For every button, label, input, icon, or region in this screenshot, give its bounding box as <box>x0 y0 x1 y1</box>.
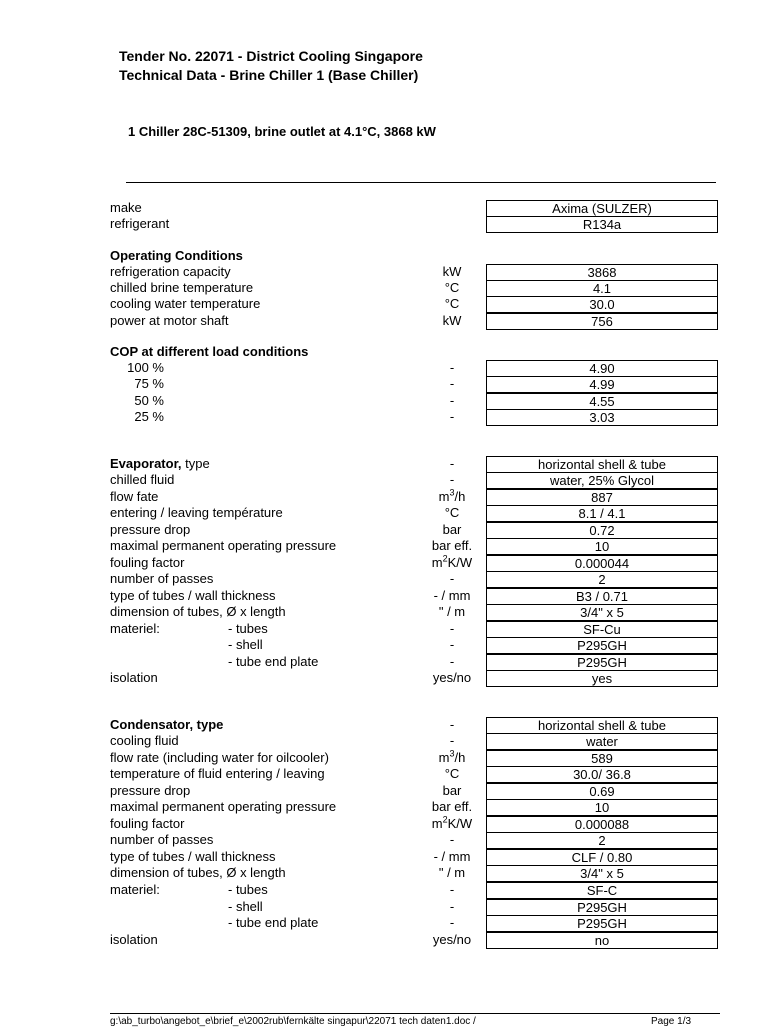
condensator-tubes-value: SF-C <box>486 882 718 899</box>
evaporator-tubetype-unit: - / mm <box>433 588 471 603</box>
evaporator-shell-label: - shell <box>228 637 263 652</box>
condensator-passes-unit: - <box>449 832 455 847</box>
unit-tail: K/W <box>447 816 473 831</box>
chiller-description: 1 Chiller 28C-51309, brine outlet at 4.1°C, 3868 kW <box>128 124 436 139</box>
condensator-flow-unit <box>412 750 492 766</box>
condensator-isolation-value: no <box>486 932 718 949</box>
operating-row-label: refrigeration capacity <box>110 264 231 279</box>
condensator-temp-label: temperature of fluid entering / leaving <box>110 766 325 781</box>
condensator-isolation-unit: yes/no <box>432 932 472 947</box>
operating-conditions-heading: Operating Conditions <box>110 248 243 263</box>
condensator-heading: Condensator, type <box>110 717 224 732</box>
evaporator-dim-value: 3/4" x 5 <box>486 604 718 621</box>
unit-exponent: 3 <box>449 748 455 759</box>
condensator-fouling-unit <box>412 816 492 832</box>
condensator-dim-value: 3/4" x 5 <box>486 865 718 882</box>
refrigerant-value: R134a <box>486 216 718 233</box>
evaporator-pdrop-label: pressure drop <box>110 522 191 537</box>
evaporator-heading <box>110 456 210 472</box>
condensator-temp-unit: °C <box>444 766 460 781</box>
unit-base: m <box>438 750 450 765</box>
refrigerant-label: refrigerant <box>110 216 170 231</box>
operating-row-label: chilled brine temperature <box>110 280 254 295</box>
evaporator-type-value: horizontal shell & tube <box>486 456 718 473</box>
evaporator-materiel-label: materiel: <box>110 621 160 636</box>
unit-tail: K/W <box>447 555 473 570</box>
evaporator-tubes-label: - tubes <box>228 621 268 636</box>
evaporator-pdrop-unit: bar <box>442 522 462 537</box>
evaporator-title: Evaporator, <box>110 456 182 471</box>
condensator-dim-label: dimension of tubes, Ø x length <box>110 865 286 880</box>
cop-load-label: 50 % <box>134 393 164 408</box>
condensator-passes-value: 2 <box>486 832 718 849</box>
evaporator-flow-value: 887 <box>486 489 718 506</box>
condensator-materiel-label: materiel: <box>110 882 160 897</box>
condensator-type-value: horizontal shell & tube <box>486 717 718 734</box>
operating-row-value: 3868 <box>486 264 718 281</box>
evaporator-isolation-value: yes <box>486 670 718 687</box>
cop-unit: - <box>449 409 455 424</box>
condensator-plate-unit: - <box>449 915 455 930</box>
operating-row-unit: kW <box>442 313 462 328</box>
evaporator-fluid-label: chilled fluid <box>110 472 175 487</box>
cop-load-label: 75 % <box>134 376 164 391</box>
footer-divider <box>110 1013 720 1014</box>
evaporator-plate-label: - tube end plate <box>228 654 319 669</box>
condensator-tubes-label: - tubes <box>228 882 268 897</box>
evaporator-temp-value: 8.1 / 4.1 <box>486 505 718 522</box>
evaporator-dim-unit: " / m <box>438 604 466 619</box>
evaporator-plate-value: P295GH <box>486 654 718 671</box>
operating-row-value: 756 <box>486 313 718 330</box>
condensator-fluid-label: cooling fluid <box>110 733 179 748</box>
cop-unit: - <box>449 393 455 408</box>
evaporator-fouling-value: 0.000044 <box>486 555 718 572</box>
condensator-flow-label: flow rate (including water for oilcooler) <box>110 750 329 765</box>
unit-tail: /h <box>454 750 466 765</box>
footer-file-path: g:\ab_turbo\angebot_e\brief_e\2002rub\fernkälte singapur\22071 tech daten1.doc / <box>110 1016 476 1027</box>
footer-page-number: Page 1/3 <box>651 1016 692 1027</box>
condensator-flow-value: 589 <box>486 750 718 767</box>
cop-value: 4.99 <box>486 376 718 393</box>
condensator-shell-value: P295GH <box>486 899 718 916</box>
cop-unit: - <box>449 360 455 375</box>
evaporator-dim-label: dimension of tubes, Ø x length <box>110 604 286 619</box>
evaporator-fouling-unit <box>412 555 492 571</box>
evaporator-tubes-value: SF-Cu <box>486 621 718 638</box>
condensator-plate-value: P295GH <box>486 915 718 932</box>
condensator-isolation-label: isolation <box>110 932 158 947</box>
condensator-passes-label: number of passes <box>110 832 214 847</box>
evaporator-maxp-value: 10 <box>486 538 718 555</box>
evaporator-passes-label: number of passes <box>110 571 214 586</box>
condensator-shell-label: - shell <box>228 899 263 914</box>
cop-unit: - <box>449 376 455 391</box>
cop-heading: COP at different load conditions <box>110 344 309 359</box>
condensator-tubetype-value: CLF / 0.80 <box>486 849 718 866</box>
condensator-type-unit: - <box>449 717 455 732</box>
evaporator-title-suffix: type <box>181 456 210 471</box>
operating-row-unit: °C <box>444 280 460 295</box>
make-label: make <box>110 200 142 215</box>
evaporator-isolation-unit: yes/no <box>432 670 472 685</box>
evaporator-shell-unit: - <box>449 637 455 652</box>
evaporator-passes-value: 2 <box>486 571 718 588</box>
condensator-plate-label: - tube end plate <box>228 915 319 930</box>
condensator-fouling-label: fouling factor <box>110 816 185 831</box>
evaporator-tubetype-value: B3 / 0.71 <box>486 588 718 605</box>
evaporator-isolation-label: isolation <box>110 670 158 685</box>
operating-row-label: cooling water temperature <box>110 296 261 311</box>
unit-exponent: 3 <box>449 487 455 498</box>
condensator-tubetype-label: type of tubes / wall thickness <box>110 849 276 864</box>
evaporator-passes-unit: - <box>449 571 455 586</box>
condensator-pdrop-label: pressure drop <box>110 783 191 798</box>
condensator-temp-value: 30.0/ 36.8 <box>486 766 718 783</box>
condensator-fluid-value: water <box>486 733 718 750</box>
unit-base: m <box>438 489 450 504</box>
evaporator-shell-value: P295GH <box>486 637 718 654</box>
evaporator-temp-label: entering / leaving température <box>110 505 283 520</box>
evaporator-maxp-label: maximal permanent operating pressure <box>110 538 337 553</box>
condensator-tubetype-unit: - / mm <box>433 849 471 864</box>
evaporator-flow-unit <box>412 489 492 505</box>
evaporator-temp-unit: °C <box>444 505 460 520</box>
document-title: Tender No. 22071 - District Cooling Singapore <box>119 48 423 64</box>
operating-row-label: power at motor shaft <box>110 313 229 328</box>
condensator-maxp-unit: bar eff. <box>431 799 473 814</box>
evaporator-type-unit: - <box>449 456 455 471</box>
evaporator-fouling-label: fouling factor <box>110 555 185 570</box>
unit-base: m <box>431 555 443 570</box>
cop-value: 4.90 <box>486 360 718 377</box>
operating-row-value: 30.0 <box>486 296 718 313</box>
condensator-dim-unit: " / m <box>438 865 466 880</box>
cop-load-label: 100 % <box>127 360 164 375</box>
operating-row-value: 4.1 <box>486 280 718 297</box>
unit-base: m <box>431 816 443 831</box>
evaporator-fluid-value: water, 25% Glycol <box>486 472 718 489</box>
make-value: Axima (SULZER) <box>486 200 718 217</box>
document-subtitle: Technical Data - Brine Chiller 1 (Base Chiller) <box>119 67 419 83</box>
condensator-maxp-label: maximal permanent operating pressure <box>110 799 337 814</box>
cop-value: 4.55 <box>486 393 718 410</box>
evaporator-pdrop-value: 0.72 <box>486 522 718 539</box>
evaporator-maxp-unit: bar eff. <box>431 538 473 553</box>
condensator-fouling-value: 0.000088 <box>486 816 718 833</box>
condensator-shell-unit: - <box>449 899 455 914</box>
header-divider <box>126 182 716 183</box>
condensator-fluid-unit: - <box>449 733 455 748</box>
evaporator-fluid-unit: - <box>449 472 455 487</box>
unit-exponent: 2 <box>442 814 448 825</box>
evaporator-tubetype-label: type of tubes / wall thickness <box>110 588 276 603</box>
operating-row-unit: °C <box>444 296 460 311</box>
evaporator-flow-label: flow fate <box>110 489 159 504</box>
unit-exponent: 2 <box>442 553 448 564</box>
evaporator-tubes-unit: - <box>449 621 455 636</box>
unit-tail: /h <box>454 489 466 504</box>
cop-value: 3.03 <box>486 409 718 426</box>
condensator-pdrop-value: 0.69 <box>486 783 718 800</box>
operating-row-unit: kW <box>442 264 462 279</box>
condensator-pdrop-unit: bar <box>442 783 462 798</box>
evaporator-plate-unit: - <box>449 654 455 669</box>
condensator-maxp-value: 10 <box>486 799 718 816</box>
cop-load-label: 25 % <box>134 409 164 424</box>
condensator-tubes-unit: - <box>449 882 455 897</box>
